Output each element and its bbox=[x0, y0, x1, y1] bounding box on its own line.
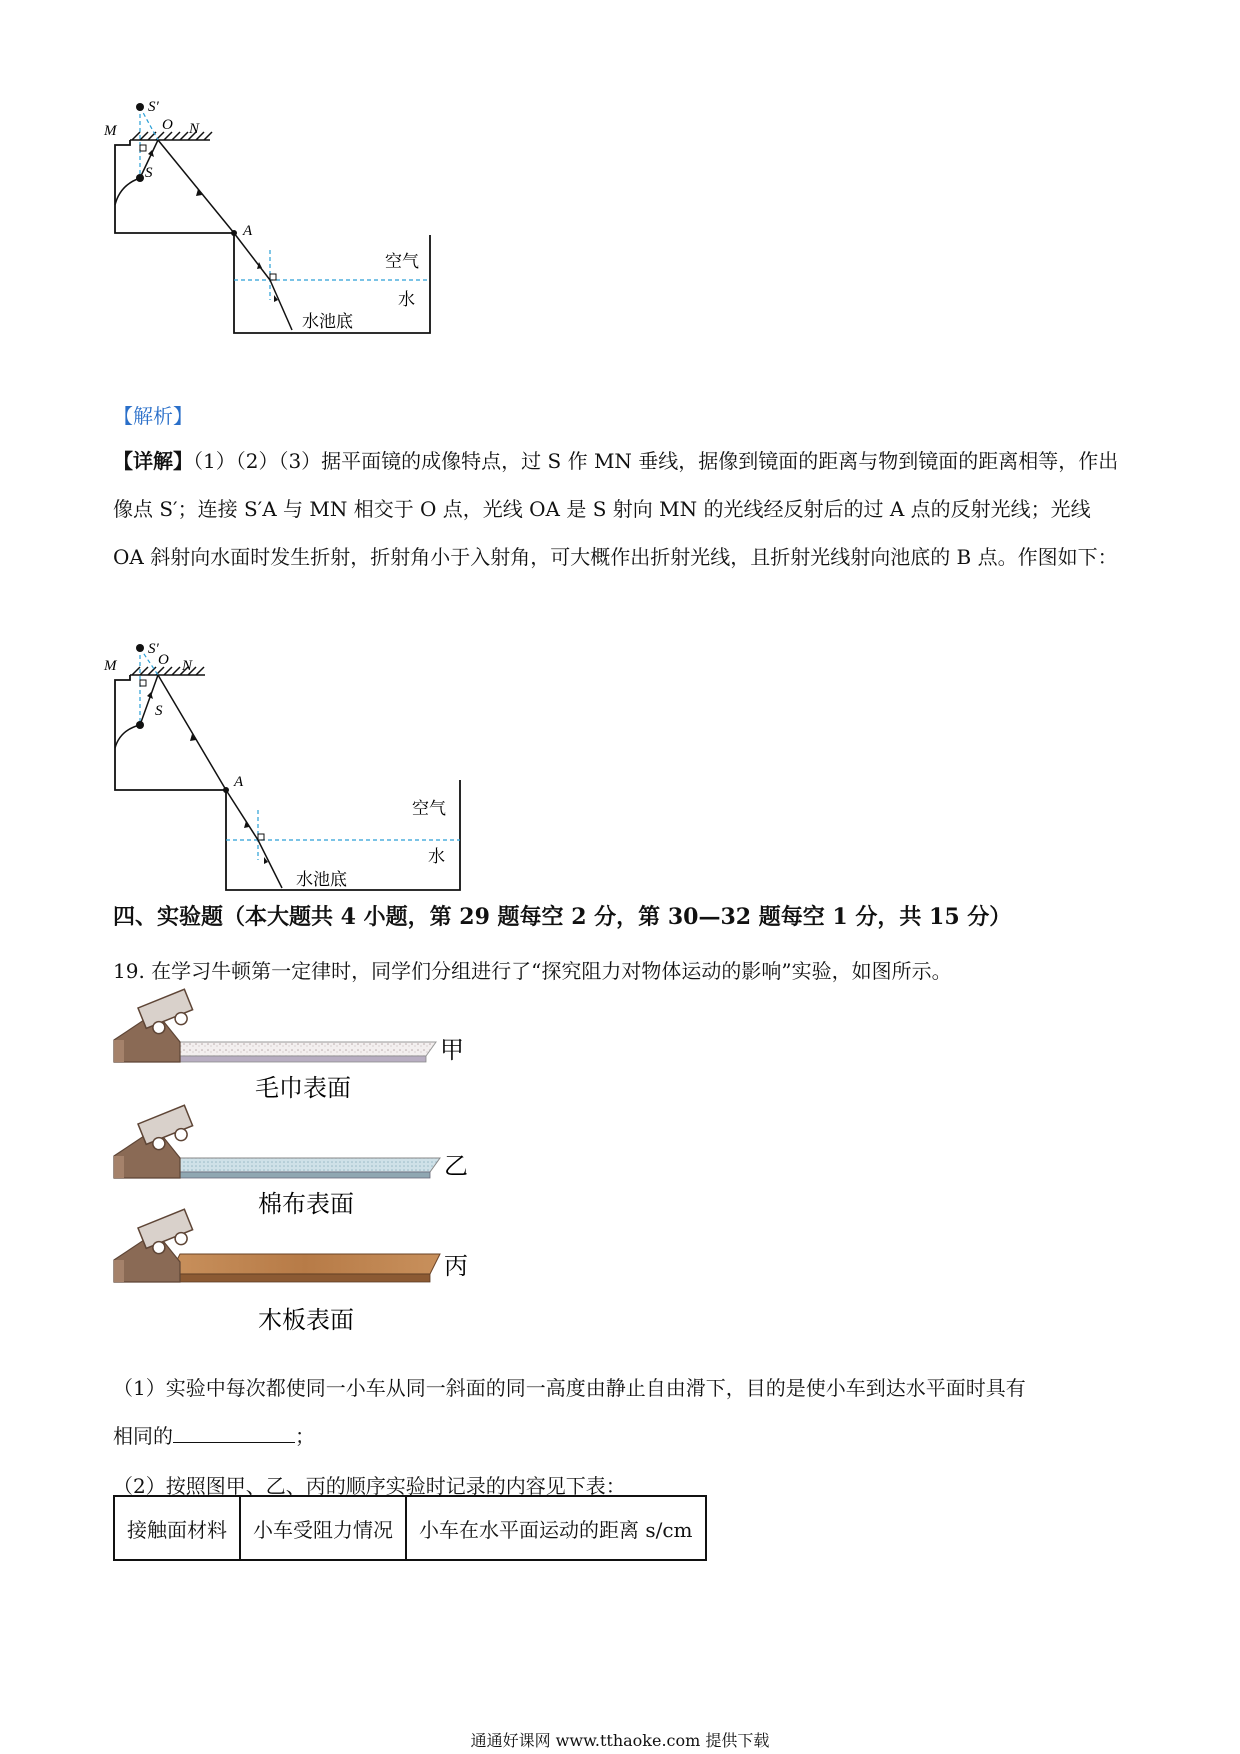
mark-yi: 乙 bbox=[444, 1152, 468, 1180]
table-header-cell: 接触面材料 bbox=[114, 1496, 240, 1560]
label-n: N bbox=[189, 121, 200, 137]
optics-figure-1 bbox=[104, 99, 490, 380]
optics-figure-2 bbox=[104, 640, 470, 900]
label-o: O bbox=[162, 117, 173, 133]
page-footer: 通通好课网 www.tthaoke.com 提供下载 bbox=[470, 1731, 770, 1750]
label-water: 水 bbox=[398, 290, 415, 310]
table-header-cell: 小车在水平面运动的距离 s/cm bbox=[406, 1496, 706, 1560]
section-heading: 四、实验题（本大题共 4 小题，第 29 题每空 2 分，第 30—32 题每空 1 分，共 15 分） bbox=[113, 904, 1012, 930]
detail-text: （1）（2）（3）据平面镜的成像特点，过 S 作 MN 垂线，据像到镜面的距离与物到镜面的距离相等，作出像点 S′；连接 S′A 与 MN 相交于 O 点，光线 OA 是 S 射向 MN 的光线经反射后的过 A 点的反射光线；光线 OA 斜射向水面时发生折射，折射角小于入射角，可大概作出折射光线，且折射光线射向池底的 B 点。作图如下： bbox=[113, 449, 1119, 569]
label-a: A bbox=[234, 774, 244, 790]
part1-prefix: 相同的 bbox=[113, 1424, 173, 1448]
analysis-label: 【解析】 bbox=[113, 404, 193, 428]
label-air: 空气 bbox=[385, 252, 419, 272]
cotton-setup bbox=[114, 1105, 468, 1218]
mark-jia: 甲 bbox=[440, 1036, 464, 1064]
label-cotton-surface: 棉布表面 bbox=[258, 1190, 354, 1218]
question-19-part1-line2 bbox=[113, 1420, 315, 1449]
question-19-part2: （2）按照图甲、乙、丙的顺序实验时记录的内容见下表： bbox=[113, 1474, 626, 1498]
question-19-stem: 19. 在学习牛顿第一定律时，同学们分组进行了“探究阻力对物体运动的影响”实验，如图所示。 bbox=[113, 959, 952, 983]
label-wood-surface: 木板表面 bbox=[258, 1306, 354, 1334]
table-header-row bbox=[114, 1496, 706, 1560]
label-s-prime: S′ bbox=[148, 99, 159, 115]
table-header-cell: 小车受阻力情况 bbox=[240, 1496, 406, 1560]
label-s: S bbox=[145, 165, 153, 181]
mark-bing: 丙 bbox=[444, 1252, 468, 1280]
record-table bbox=[113, 1495, 707, 1561]
experiment-figure bbox=[110, 1000, 490, 1340]
label-m: M bbox=[104, 123, 117, 139]
label-air: 空气 bbox=[412, 799, 446, 819]
label-pool-bottom: 水池底 bbox=[296, 870, 347, 890]
part1-suffix: ； bbox=[295, 1424, 315, 1448]
label-m: M bbox=[104, 658, 117, 674]
towel-setup bbox=[114, 989, 464, 1102]
label-a: A bbox=[243, 223, 253, 239]
label-towel-surface: 毛巾表面 bbox=[255, 1074, 351, 1102]
label-s: S bbox=[155, 703, 163, 719]
answer-blank[interactable] bbox=[173, 1424, 295, 1443]
label-o: O bbox=[158, 652, 169, 668]
detail-paragraph bbox=[113, 437, 1123, 581]
wood-setup bbox=[114, 1209, 468, 1334]
question-19-part1-line1: （1）实验中每次都使同一小车从同一斜面的同一高度由静止自由滑下，目的是使小车到达水平面时具有 bbox=[113, 1376, 1026, 1400]
label-n: N bbox=[182, 658, 193, 674]
label-water: 水 bbox=[428, 847, 445, 867]
label-s-prime: S′ bbox=[148, 641, 159, 657]
detail-lead: 【详解】 bbox=[113, 449, 193, 473]
label-pool-bottom: 水池底 bbox=[302, 312, 353, 332]
